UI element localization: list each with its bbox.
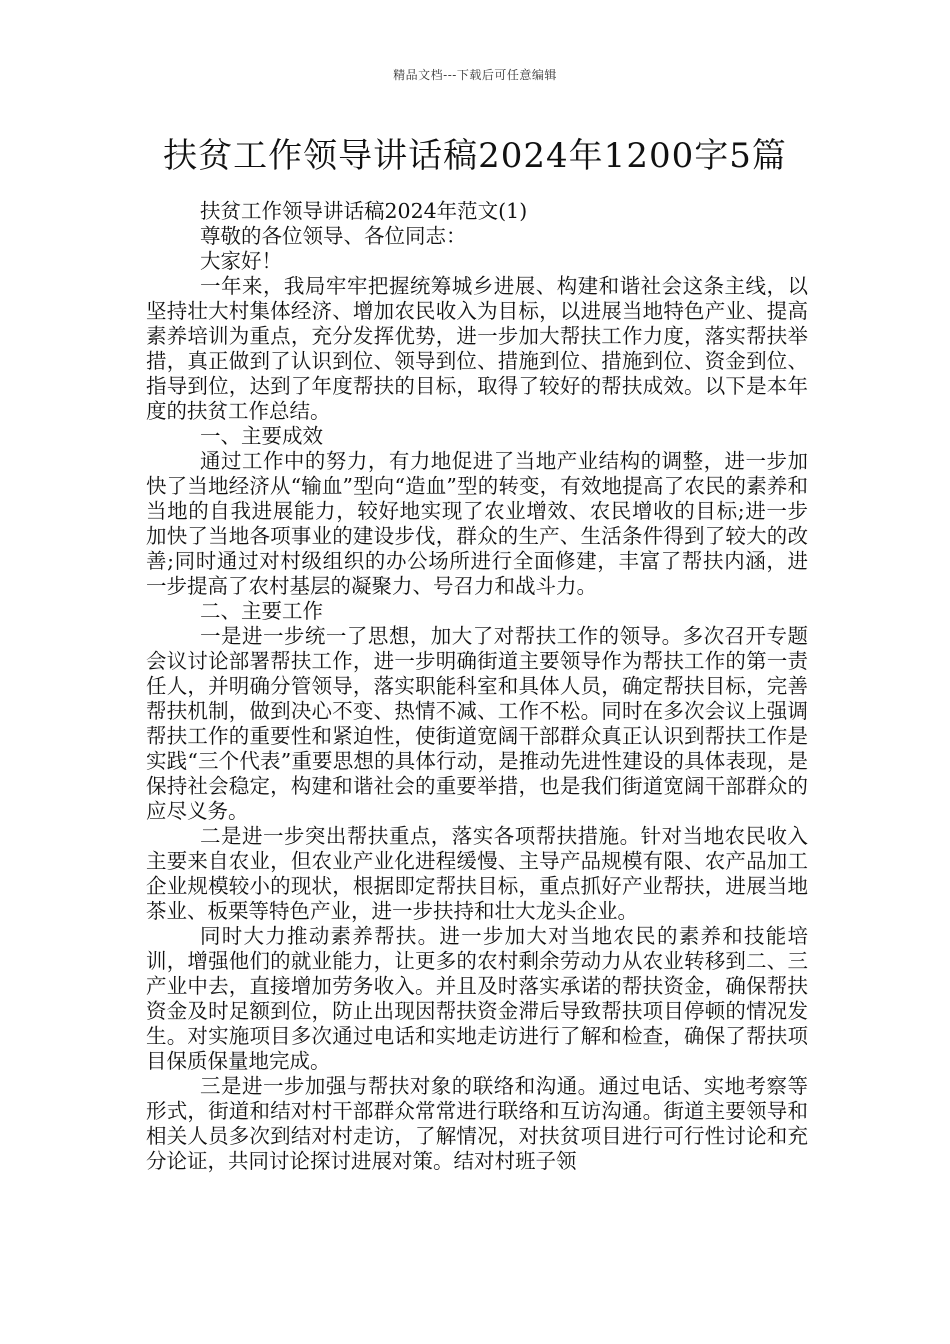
subtitle-paragraph: 扶贫工作领导讲话稿2024年范文(1): [200, 199, 528, 223]
salutation-paragraph: 尊敬的各位领导、各位同志：: [200, 224, 467, 248]
body-paragraph: 一是进一步统一了思想，加大了对帮扶工作的领导。多次召开专题会议讨论部署帮扶工作，进一步明确街道主要领导作为帮扶工作的第一责任人，并明确分管领导，落实职能科室和具体人员，确定帮扶目标，完善帮扶机制，做到决心不变、热情不减、工作不松。同时在多次会议上强调帮扶工作的重要性和紧迫性，使街道宽阔干部群众真正认识到帮扶工作是实践“三个代表”重要思想的具体行动，是推动先进性建设的具体表现，是保持社会稳定，构建和谐社会的重要举措，也是我们街道宽阔干部群众的应尽义务。: [146, 624, 808, 823]
document-title: 扶贫工作领导讲话稿2024年1200字5篇: [163, 136, 787, 176]
page-header: 精品文档---下载后可任意编辑: [393, 68, 557, 82]
body-paragraph: 三是进一步加强与帮扶对象的联络和沟通。通过电话、实地考察等形式，街道和结对村干部群众常常进行联络和互访沟通。街道主要领导和相关人员多次到结对村走访，了解情况，对扶贫项目进行可行性讨论和充分论证，共同讨论探讨进展对策。结对村班子领: [146, 1074, 808, 1173]
section-heading: 一、主要成效: [200, 424, 323, 448]
section-heading: 二、主要工作: [200, 599, 323, 623]
document-body: [146, 199, 808, 1174]
body-paragraph: 二是进一步突出帮扶重点，落实各项帮扶措施。针对当地农民收入主要来自农业，但农业产业化进程缓慢、主导产品规模有限、农产品加工企业规模较小的现状，根据即定帮扶目标，重点抓好产业帮扶，进展当地茶业、板栗等特色产业，进一步扶持和壮大龙头企业。: [146, 824, 808, 923]
greeting-paragraph: 大家好！: [200, 249, 282, 273]
body-paragraph: 通过工作中的努力，有力地促进了当地产业结构的调整，进一步加快了当地经济从“输血”型向“造血”型的转变，有效地提高了农民的素养和当地的自我进展能力，较好地实现了农业增效、农民增收的目标;进一步加快了当地各项事业的建设步伐，群众的生产、生活条件得到了较大的改善;同时通过对村级组织的办公场所进行全面修建，丰富了帮扶内涵，进一步提高了农村基层的凝聚力、号召力和战斗力。: [146, 449, 808, 598]
body-paragraph: 同时大力推动素养帮扶。进一步加大对当地农民的素养和技能培训，增强他们的就业能力，让更多的农村剩余劳动力从农业转移到二、三产业中去，直接增加劳务收入。并且及时落实承诺的帮扶资金，确保帮扶资金及时足额到位，防止出现因帮扶资金滞后导致帮扶项目停顿的情况发生。对实施项目多次通过电话和实地走访进行了解和检查，确保了帮扶项目保质保量地完成。: [146, 924, 808, 1073]
body-paragraph: 一年来，我局牢牢把握统筹城乡进展、构建和谐社会这条主线，以坚持壮大村集体经济、增加农民收入为目标，以进展当地特色产业、提高素养培训为重点，充分发挥优势，进一步加大帮扶工作力度，落实帮扶举措，真正做到了认识到位、领导到位、措施到位、措施到位、资金到位、指导到位，达到了年度帮扶的目标，取得了较好的帮扶成效。以下是本年度的扶贫工作总结。: [146, 274, 808, 423]
